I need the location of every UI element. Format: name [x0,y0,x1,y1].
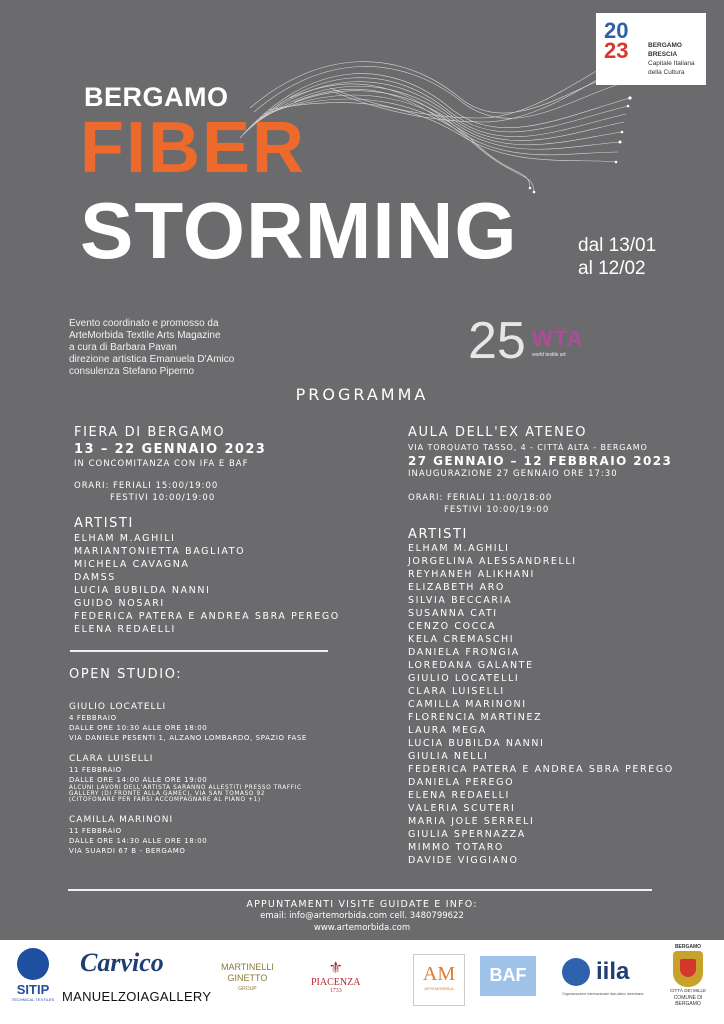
list-item: MIMMO TOTARO [408,842,505,853]
ateneo-artists-title: ARTISTI [408,527,468,542]
fiera-note: IN CONCOMITANZA CON IFA E BAF [74,459,249,469]
open-studio-section [69,667,369,855]
list-item: FEDERICA PATERA E ANDREA SBRA PEREGO [408,764,674,775]
list-item: GIULIO LOCATELLI [408,673,520,684]
list-item: VALERIA SCUTERI [408,803,516,814]
ateneo-section [408,425,708,867]
list-item: DANIELA PEREGO [408,777,515,788]
list-item: FLORENCIA MARTINEZ [408,712,543,723]
footer-contact[interactable]: email: info@artemorbida.com cell. 3480799622 [260,911,464,921]
manuelzoia-logo: MANUELZOIAGALLERY [62,989,212,1004]
list-item: REYHANEH ALIKHANI [408,569,535,580]
title-storming: STORMING [80,186,518,275]
list-item: LAURA MEGA [408,725,487,736]
ateneo-artist-list [408,542,708,867]
globe-icon [562,958,590,986]
list-item: GIULIA NELLI [408,751,489,762]
piacenza-logo: ⚜ PIACENZA 1733 [311,958,361,994]
programma-heading: PROGRAMMA [295,385,429,404]
open-studio-item: CAMILLA MARINONI 11 FEBBRAIO DALLE ORE 14:30 ALLE ORE 18:00 VIA SUARDI 67 B - BERGAMO [69,815,208,855]
header-city: BERGAMO [84,82,229,112]
event-dates [578,234,656,280]
fiera-orari-1: ORARI: FERIALI 15:00/19:00 [74,481,219,491]
list-item: LUCIA BUBILDA NANNI [408,738,545,749]
footer-website[interactable]: www.artemorbida.com [313,923,411,933]
ateneo-orari-1: ORARI: FERIALI 11:00/18:00 [408,493,553,503]
ateneo-inaugurazione: INAUGURAZIONE 27 GENNAIO ORE 17:30 [408,469,618,479]
carvico-logo: Carvico [80,948,164,977]
ateneo-orari-2: FESTIVI 10:00/19:00 [444,505,550,515]
sitip-icon [17,948,49,980]
wta-logo: 25 WTA world textile art [468,312,584,370]
list-item: KELA CREMASCHI [408,634,515,645]
bergamo-crest-icon [673,951,703,987]
capitale-cultura-logo [596,13,706,85]
fiera-title: FIERA DI BERGAMO [74,425,226,440]
list-item: CENZO COCCA [408,621,497,632]
list-item: ELHAM M.AGHILI [74,533,176,544]
logo-text: BERGAMO BRESCIA Capitale Italiana della Cultura [648,42,695,76]
ateneo-address: VIA TORQUATO TASSO, 4 - CITTÀ ALTA - BERGAMO [408,443,648,452]
open-studio-item: GIULIO LOCATELLI 4 FEBBRAIO DALLE ORE 10:30 ALLE ORE 18:00 VIA DANIELE PESENTI 1, ALZANO LOMBARDO, SPAZIO FASE [69,702,307,742]
date-to: al 12/02 [578,258,646,279]
divider-left [70,650,328,652]
list-item: MARIANTONIETTA BAGLIATO [74,546,246,557]
list-item: DAVIDE VIGGIANO [408,855,519,866]
title-fiber: FIBER [80,108,306,188]
open-studio-item: CLARA LUISELLI 11 FEBBRAIO DALLE ORE 14:00 ALLE ORE 19:00 ALCUNI LAVORI DELL'ARTISTA SARANNO ALLESTITI PRESSO TRAFFIC GALLERY (DI FRONTE ALLA GAMEC), VIA SAN TOMASO 92 (CITOFONARE PER FARSI ACCOMPAGNARE AL PIANO +1) [69,754,302,803]
piacenza-icon: ⚜ [328,958,343,977]
list-item: LUCIA BUBILDA NANNI [74,585,211,596]
list-item: GIULIA SPERNAZZA [408,829,526,840]
sitip-logo: SITIP TECHNICAL TEXTILES [10,948,56,1018]
list-item: JORGELINA ALESSANDRELLI [408,556,577,567]
fiera-artists-title: ARTISTI [74,516,134,531]
list-item: MARIA JOLE SERRELI [408,816,535,827]
logo-year: 20 23 [604,18,629,63]
list-item: ELENA REDAELLI [408,790,510,801]
list-item: SUSANNA CATI [408,608,498,619]
list-item: DAMSS [74,572,116,583]
list-item: ELENA REDAELLI [74,624,176,635]
fiera-dates: 13 – 22 GENNAIO 2023 [74,442,267,457]
list-item: GUIDO NOSARI [74,598,165,609]
fiera-section [74,425,374,636]
list-item: LOREDANA GALANTE [408,660,534,671]
sponsor-bar: SITIP TECHNICAL TEXTILES Carvico MANUELZOIAGALLERY MARTINELLI GINETTO GROUP ⚜ PIACENZA 1733 AM ARTEMORBIDA BAF iila Organizzazione internazionale italo-latino americana BERGAMO CITTÀ DEI MILLE COMUNE DI BERGAMO [0,940,724,1024]
fiera-orari-2: FESTIVI 10:00/19:00 [110,493,216,503]
list-item: ELHAM M.AGHILI [408,543,510,554]
divider-footer [68,889,652,891]
baf-logo: BAF [480,956,536,996]
ateneo-dates: 27 GENNAIO – 12 FEBBRAIO 2023 [408,454,673,468]
artemorbida-logo: AM ARTEMORBIDA [413,954,465,1006]
fiera-artist-list [74,532,374,636]
list-item: FEDERICA PATERA E ANDREA SBRA PEREGO [74,611,340,622]
list-item: ELIZABETH ARO [408,582,505,593]
list-item: DANIELA FRONGIA [408,647,520,658]
list-item: CLARA LUISELLI [408,686,505,697]
list-item: CAMILLA MARINONI [408,699,527,710]
ateneo-title: AULA DELL'EX ATENEO [408,425,588,440]
date-from: dal 13/01 [578,235,657,256]
footer-title: APPUNTAMENTI VISITE GUIDATE E INFO: [246,899,478,910]
credits-block: Evento coordinato e promosso da ArteMorbida Textile Arts Magazine a cura di Barbara Pavan direzione artistica Emanuela D'Amico consulenza Stefano Piperno [69,318,235,377]
list-item: MICHELA CAVAGNA [74,559,190,570]
open-studio-title: OPEN STUDIO: [69,667,183,682]
list-item: SILVIA BECCARIA [408,595,513,606]
comune-bergamo-logo: BERGAMO CITTÀ DEI MILLE COMUNE DI BERGAMO [669,944,706,1007]
martinelli-logo: MARTINELLI GINETTO GROUP [221,962,274,992]
